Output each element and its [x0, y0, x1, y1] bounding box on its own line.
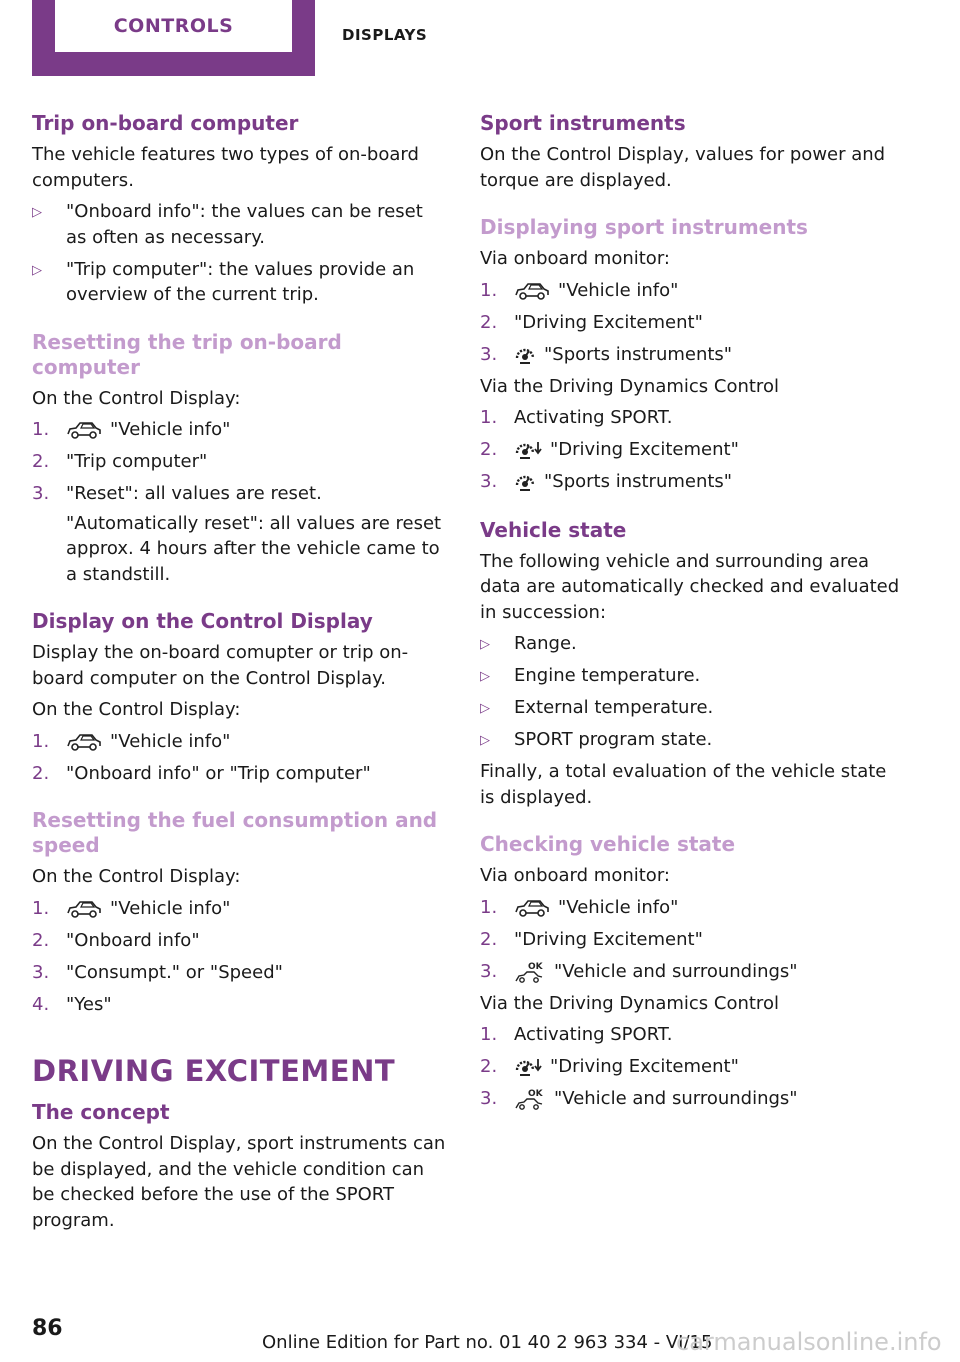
via-ddc2: Via the Driving Dynamics Control [480, 992, 779, 1014]
list-item: 1. Activating SPORT. [480, 1024, 673, 1045]
list-item: 1. "Vehicle info" [480, 279, 679, 301]
triangle-bullet-icon: ▷ [480, 733, 490, 748]
check-ddc-steps [480, 1022, 900, 1112]
triangle-bullet-icon: ▷ [32, 262, 42, 278]
tab-displays[interactable]: DISPLAYS [342, 26, 428, 44]
ddc-steps [480, 405, 900, 495]
gauge-icon [514, 345, 536, 365]
car-icon [66, 732, 102, 752]
fuel-steps [32, 896, 447, 1018]
list-item: ▷ "Trip computer": the values provide an overview of the current trip. [32, 258, 415, 305]
concept-title: The concept [32, 1100, 170, 1124]
sport-intro: On the Control Display, values for power and torque are displayed. [480, 144, 886, 191]
reset-title: Resetting the trip on-board computer [32, 329, 342, 379]
list-item: 3. OK "Vehicle and surroundings" [480, 1088, 798, 1109]
trip-bullets [32, 199, 447, 308]
state-title: Vehicle state [480, 517, 627, 542]
sport-title: Sport instruments [480, 111, 686, 135]
car-icon [514, 898, 550, 918]
state-bullets [480, 631, 900, 753]
state-intro: The following vehicle and surrounding area data are automatically checked and evaluated in succession: [480, 550, 900, 623]
reset-note: "Automatically reset": all values are reset approx. 4 hours after the vehicle came to a standstill. [66, 512, 442, 585]
list-item: 1. Activating SPORT. [480, 407, 673, 428]
list-item: 1. "Vehicle info" [32, 419, 231, 440]
right-column [480, 110, 900, 1118]
watermark: carmanualsonline.info [676, 1328, 942, 1356]
list-item: 2. "Driving Excitement" [480, 1056, 739, 1077]
state-outro: Finally, a total evaluation of the vehicle state is displayed. [480, 761, 887, 808]
list-item: 2. "Driving Excitement" [480, 928, 703, 950]
list-item: 1. "Vehicle info" [480, 896, 679, 918]
car-ok-icon [514, 961, 546, 983]
svg-text:OK: OK [528, 961, 543, 972]
triangle-bullet-icon: ▷ [32, 205, 42, 220]
via-monitor2: Via onboard monitor: [480, 865, 670, 886]
list-item: 1. "Vehicle info" [32, 730, 231, 752]
triangle-bullet-icon: ▷ [480, 637, 490, 652]
list-item: ▷ Engine temperature. [480, 663, 900, 689]
list-item: 3. "Sports instruments" [480, 471, 733, 492]
list-item: 2. "Onboard info" or "Trip computer" [32, 762, 371, 784]
display-steps [32, 729, 447, 787]
fuel-title: Resetting the fuel consumption and speed [32, 808, 438, 857]
svg-text:OK: OK [528, 1089, 543, 1099]
list-item: 2. "Trip computer" [32, 451, 208, 472]
list-item: 3. "Consumpt." or "Speed" [32, 961, 283, 983]
list-item: ▷ External temperature. [480, 695, 900, 721]
list-item: 4. "Yes" [32, 993, 112, 1015]
list-item: 3. "Reset": all values are reset. [32, 483, 322, 504]
car-ok-icon [514, 1088, 546, 1110]
car-icon [66, 899, 102, 919]
display-intro: Display the on-board comupter or trip on-board computer on the Control Display. [32, 642, 409, 689]
trip-title: Trip on-board computer [32, 111, 299, 135]
triangle-bullet-icon: ▷ [480, 669, 490, 684]
via-monitor: Via onboard monitor: [480, 248, 670, 269]
list-item: 2. "Driving Excitement" [480, 439, 739, 460]
reset-intro: On the Control Display: [32, 387, 241, 409]
car-icon [66, 420, 102, 440]
check-steps [480, 895, 900, 985]
gauge-arrow-icon [514, 440, 542, 460]
checking-title: Checking vehicle state [480, 832, 736, 856]
list-item: 1. "Vehicle info" [32, 897, 231, 919]
monitor-steps [480, 278, 900, 368]
trip-intro: The vehicle features two types of on-board computers. [32, 144, 419, 191]
via-ddc: Via the Driving Dynamics Control [480, 375, 779, 397]
tab-controls[interactable]: CONTROLS [55, 0, 292, 52]
gauge-icon [514, 472, 536, 492]
list-item: 3. "Sports instruments" [480, 343, 733, 365]
display-title: Display on the Control Display [32, 609, 373, 633]
display-intro2: On the Control Display: [32, 699, 241, 720]
list-item: 3. OK "Vehicle and surroundings" [480, 960, 798, 982]
concept-text: On the Control Display, sport instruments can be displayed, and the vehicle condition can be checked before the use of the SPORT program. [32, 1133, 446, 1231]
footer-edition: Online Edition for Part no. 01 40 2 963 334 - VI/15 [262, 1332, 713, 1353]
driving-excitement-title: DRIVING EXCITEMENT [32, 1054, 396, 1088]
list-item: 2. "Driving Excitement" [480, 311, 703, 333]
fuel-intro: On the Control Display: [32, 866, 241, 887]
list-item: ▷ SPORT program state. [480, 727, 900, 753]
list-item: ▷ "Onboard info": the values can be reset as often as necessary. [32, 201, 423, 248]
list-item: ▷ Range. [480, 631, 900, 657]
list-item: 2. "Onboard info" [32, 929, 200, 951]
page-number: 86 [32, 1316, 63, 1341]
reset-steps [32, 417, 447, 507]
gauge-arrow-icon [514, 1057, 542, 1077]
displaying-title: Displaying sport instruments [480, 215, 808, 239]
car-icon [514, 281, 550, 301]
triangle-bullet-icon: ▷ [480, 701, 490, 716]
left-column [32, 110, 447, 1239]
